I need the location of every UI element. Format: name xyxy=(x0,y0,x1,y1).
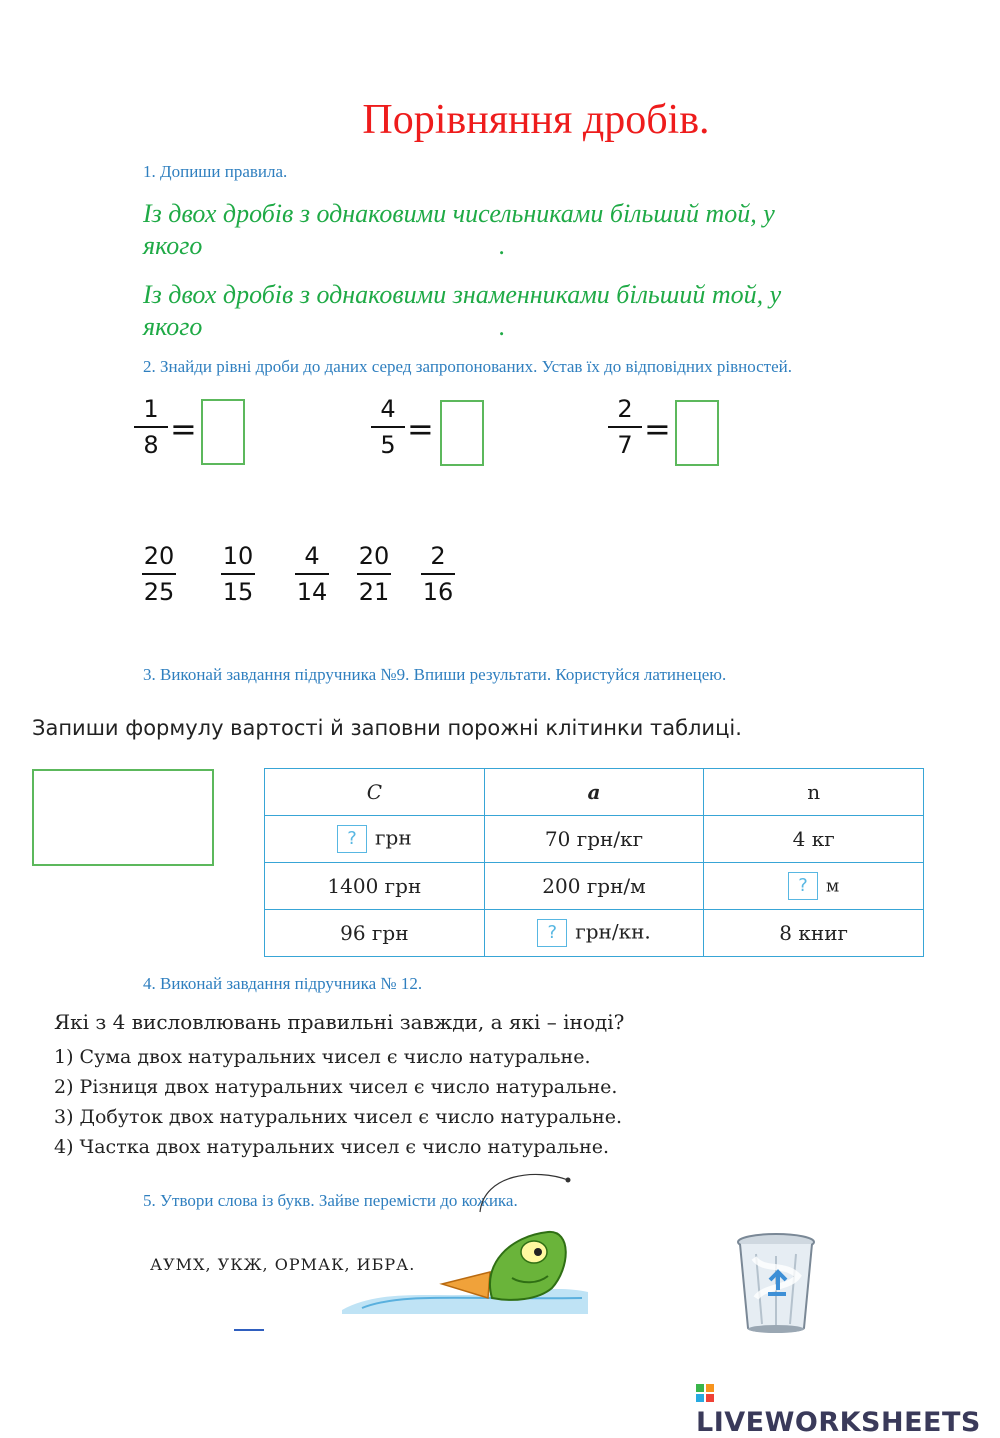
numerator: 20 xyxy=(358,542,390,570)
header-c: C xyxy=(265,769,485,816)
statement-4: 4) Частка двох натуральних чисел є число натуральне. xyxy=(54,1136,610,1158)
table-cell: 70 грн/кг xyxy=(484,816,704,863)
task-3-heading: Запиши формулу вартості й заповни порожні клітинки таблиці. xyxy=(32,716,742,740)
numerator: 4 xyxy=(380,395,396,423)
task-5-label: 5. Утвори слова із букв. Зайве перемісти до кожика. xyxy=(143,1191,518,1210)
formula-input-box[interactable] xyxy=(32,769,214,866)
denominator: 8 xyxy=(143,431,159,459)
draggable-fraction-20-21[interactable] xyxy=(357,541,391,607)
target-fraction-3 xyxy=(608,394,642,460)
equals-sign: = xyxy=(407,410,434,448)
rule-1-line-1: Із двох дробів з однаковими чисельниками більший той, у xyxy=(143,199,775,228)
table-cell: 200 грн/м xyxy=(484,863,704,910)
target-fraction-1 xyxy=(134,394,168,460)
task-1-label: 1. Допиши правила. xyxy=(143,162,288,181)
task-4-label: 4. Виконай завдання підручника № 12. xyxy=(143,974,423,993)
answer-input-c[interactable]: ? xyxy=(337,825,367,853)
table-cell xyxy=(265,816,485,863)
answer-box-3[interactable] xyxy=(675,400,719,466)
rule-1-period: . xyxy=(499,231,506,260)
cell-unit: м xyxy=(826,876,840,897)
rule-1-answer-input[interactable] xyxy=(222,228,492,258)
table-row xyxy=(265,816,924,863)
answer-input-a[interactable]: ? xyxy=(537,919,567,947)
answer-box-1[interactable] xyxy=(201,399,245,465)
draggable-fraction-2-16[interactable] xyxy=(421,541,455,607)
cost-table xyxy=(264,768,924,957)
fishing-line-decoration xyxy=(476,1168,576,1218)
rule-1-line-2: якого xyxy=(143,231,203,260)
header-n: n xyxy=(704,769,924,816)
numerator: 2 xyxy=(617,395,633,423)
denominator: 14 xyxy=(296,578,328,606)
numerator: 1 xyxy=(143,395,159,423)
task-3-label: 3. Виконай завдання підручника №9. Впиши результати. Користуйся латинецею. xyxy=(143,665,727,684)
statement-1: 1) Сума двох натуральних чисел є число натуральне. xyxy=(54,1046,591,1068)
numerator: 10 xyxy=(222,542,254,570)
table-header-row xyxy=(265,769,924,816)
draggable-fraction-4-14[interactable] xyxy=(295,541,329,607)
rule-2-line-1: Із двох дробів з однаковими знаменниками більший той, у xyxy=(143,280,782,309)
fish-illustration xyxy=(342,1228,588,1314)
numerator: 20 xyxy=(143,542,175,570)
draggable-fraction-20-25[interactable] xyxy=(142,541,176,607)
cell-unit: грн xyxy=(375,825,412,850)
table-cell: 4 кг xyxy=(704,816,924,863)
task-4-question: Які з 4 висловлювань правильні завжди, а які – іноді? xyxy=(54,1010,625,1034)
logo-text: LIVEWORKSHEETS xyxy=(696,1407,981,1438)
cell-unit: грн/кн. xyxy=(575,919,651,944)
equals-sign: = xyxy=(644,410,671,448)
equals-sign: = xyxy=(170,410,197,448)
numerator: 4 xyxy=(304,542,320,570)
denominator: 25 xyxy=(143,578,175,606)
denominator: 15 xyxy=(222,578,254,606)
answer-box-2[interactable] xyxy=(440,400,484,466)
statement-2: 2) Різниця двох натуральних чисел є число натуральне. xyxy=(54,1076,618,1098)
scrambled-letters: АУМХ, УКЖ, ОРМАК, ИБРА. xyxy=(150,1255,416,1274)
header-a: a xyxy=(484,769,704,816)
recycle-bin-icon[interactable] xyxy=(734,1232,818,1336)
denominator: 16 xyxy=(422,578,454,606)
table-cell: 96 грн xyxy=(265,910,485,957)
statement-3: 3) Добуток двох натуральних чисел є число натуральне. xyxy=(54,1106,623,1128)
table-row xyxy=(265,910,924,957)
rule-2-line-2: якого xyxy=(143,312,203,341)
table-cell xyxy=(484,910,704,957)
numerator: 2 xyxy=(430,542,446,570)
page-title: Порівняння дробів. xyxy=(362,97,710,143)
task-2-label: 2. Знайди рівні дроби до даних серед запропонованих. Устав їх до відповідних рівностей. xyxy=(143,357,793,376)
target-fraction-2 xyxy=(371,394,405,460)
denominator: 7 xyxy=(617,431,633,459)
denominator: 21 xyxy=(358,578,390,606)
table-row xyxy=(265,863,924,910)
rule-2-period: . xyxy=(499,312,506,341)
answer-line xyxy=(234,1329,264,1331)
table-cell: 8 книг xyxy=(704,910,924,957)
table-cell xyxy=(704,863,924,910)
draggable-fraction-10-15[interactable] xyxy=(221,541,255,607)
rule-2-answer-input[interactable] xyxy=(222,309,492,339)
answer-input-n[interactable]: ? xyxy=(788,872,818,900)
logo-mark-icon xyxy=(696,1384,714,1402)
denominator: 5 xyxy=(380,431,396,459)
table-cell: 1400 грн xyxy=(265,863,485,910)
liveworksheets-logo xyxy=(696,1376,1000,1438)
